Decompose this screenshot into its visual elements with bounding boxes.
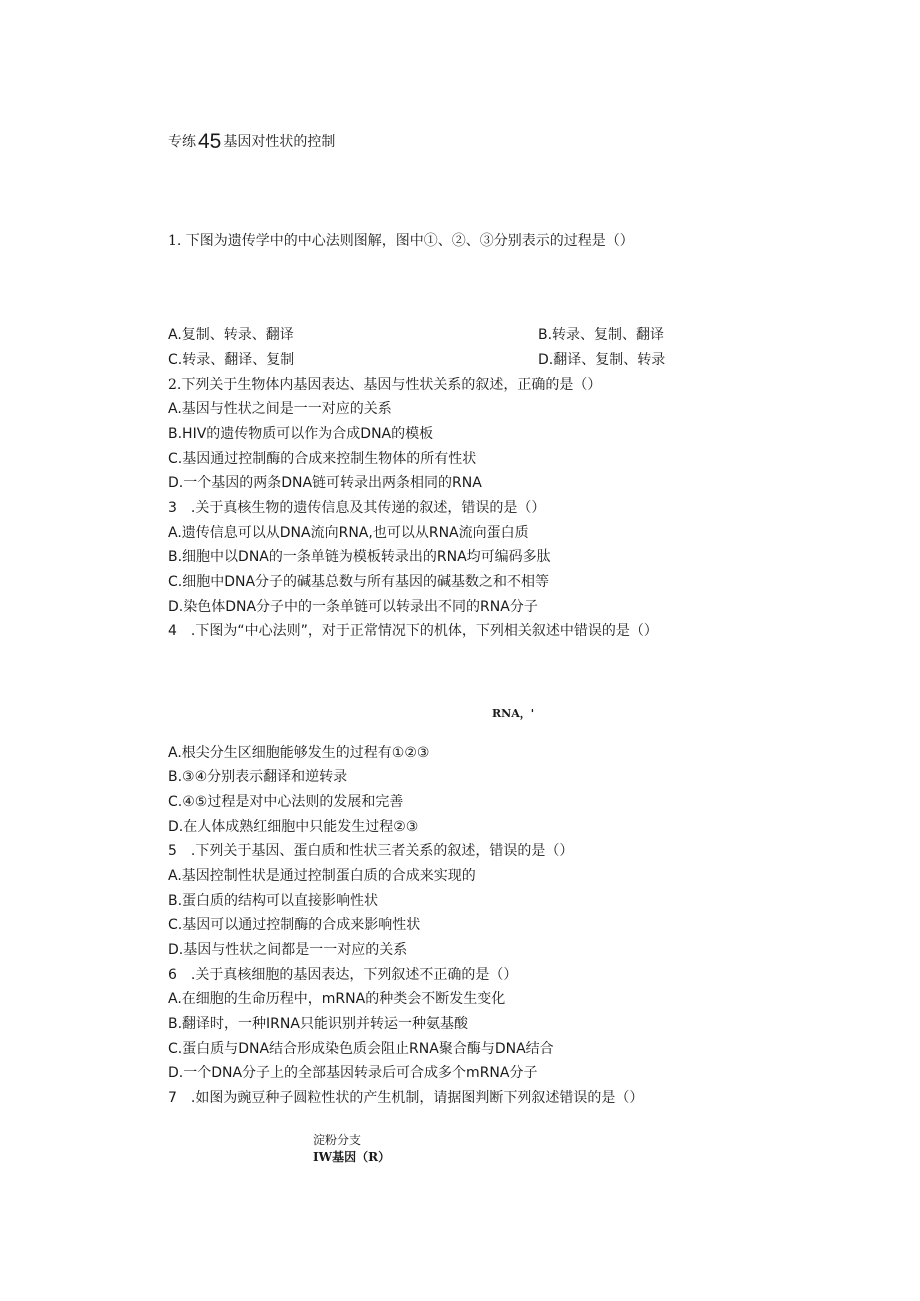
- q4-stem: 4 .下图为“中心法则”，对于正常情况下的机体，下列相关叙述中错误的是（）: [168, 623, 658, 639]
- q5-option-c: C.基因可以通过控制酶的合成来影响性状: [168, 917, 421, 933]
- q3-option-c: C.细胞中DNA分子的碱基总数与所有基因的碱基数之和不相等: [168, 574, 550, 590]
- q7-figure-label-starch: 淀粉分支: [313, 1133, 362, 1147]
- q2-option-d: D.一个基因的两条DNA链可转录出两条相同的RNA: [168, 475, 482, 491]
- q1-stem: 1. 下图为遗传学中的中心法则图解，图中①、②、③分别表示的过程是（）: [168, 233, 634, 249]
- page-title: [168, 130, 335, 154]
- q4-option-b: B.③④分别表示翻译和逆转录: [168, 769, 348, 785]
- q5-option-b: B.蛋白质的结构可以直接影响性状: [168, 893, 379, 909]
- q5-option-d: D.基因与性状之间都是一一对应的关系: [168, 942, 408, 958]
- title-prefix: 专练: [168, 134, 196, 150]
- q2-option-a: A.基因与性状之间是一一对应的关系: [168, 401, 392, 417]
- q6-option-d: D.一个DNA分子上的全部基因转录后可合成多个mRNA分子: [168, 1065, 538, 1081]
- q1-option-b: B.转录、复制、翻译: [538, 327, 665, 343]
- q6-stem: 6 .关于真核细胞的基因表达，下列叙述不正确的是（）: [168, 967, 518, 983]
- q3-option-d: D.染色体DNA分子中的一条单链可以转录出不同的RNA分子: [168, 599, 538, 615]
- q5-stem: 5 .下列关于基因、蛋白质和性状三者关系的叙述，错误的是（）: [168, 843, 574, 859]
- q3-option-b: B.细胞中以DNA的一条单链为模板转录出的RNA均可编码多肽: [168, 549, 551, 565]
- q2-option-c: C.基因通过控制酶的合成来控制生物体的所有性状: [168, 451, 477, 467]
- q3-stem: 3 .关于真核生物的遗传信息及其传递的叙述，错误的是（）: [168, 500, 546, 516]
- q6-option-b: B.翻译时，一种IRNA只能识别并转运一种氨基酸: [168, 1016, 468, 1032]
- q2-option-b: B.HIV的遗传物质可以作为合成DNA的模板: [168, 426, 434, 442]
- q6-option-c: C.蛋白质与DNA结合形成染色质会阻止RNA聚合酶与DNA结合: [168, 1041, 554, 1057]
- q2-stem: 2.下列关于生物体内基因表达、基因与性状关系的叙述，正确的是（）: [168, 377, 602, 393]
- q1-option-c: C.转录、翻译、复制 D.翻译、复制、转录: [168, 352, 666, 368]
- q5-option-a: A.基因控制性状是通过控制蛋白质的合成来实现的: [168, 868, 476, 884]
- q7-stem: 7 .如图为豌豆种子圆粒性状的产生机制，请据图判断下列叙述错误的是（）: [168, 1090, 644, 1106]
- q7-figure-label-gene: IW基因（R）: [313, 1150, 391, 1164]
- q4-figure-label: RNA，': [492, 707, 535, 720]
- q4-option-d: D.在人体成熟红细胞中只能发生过程②③: [168, 819, 419, 835]
- q4-option-a: A.根尖分生区细胞能够发生的过程有①②③: [168, 745, 430, 761]
- title-number: 45: [198, 130, 222, 153]
- q4-option-c: C.④⑤过程是对中心法则的发展和完善: [168, 794, 404, 810]
- q1-option-d: D.翻译、复制、转录: [538, 352, 666, 368]
- title-suffix: 基因对性状的控制: [223, 134, 336, 150]
- q1-option-a: A.复制、转录、翻译 B.转录、复制、翻译: [168, 327, 665, 343]
- q3-option-a: A.遗传信息可以从DNA流向RNA,也可以从RNA流向蛋白质: [168, 525, 529, 541]
- q6-option-a: A.在细胞的生命历程中，mRNA的种类会不断发生变化: [168, 991, 506, 1007]
